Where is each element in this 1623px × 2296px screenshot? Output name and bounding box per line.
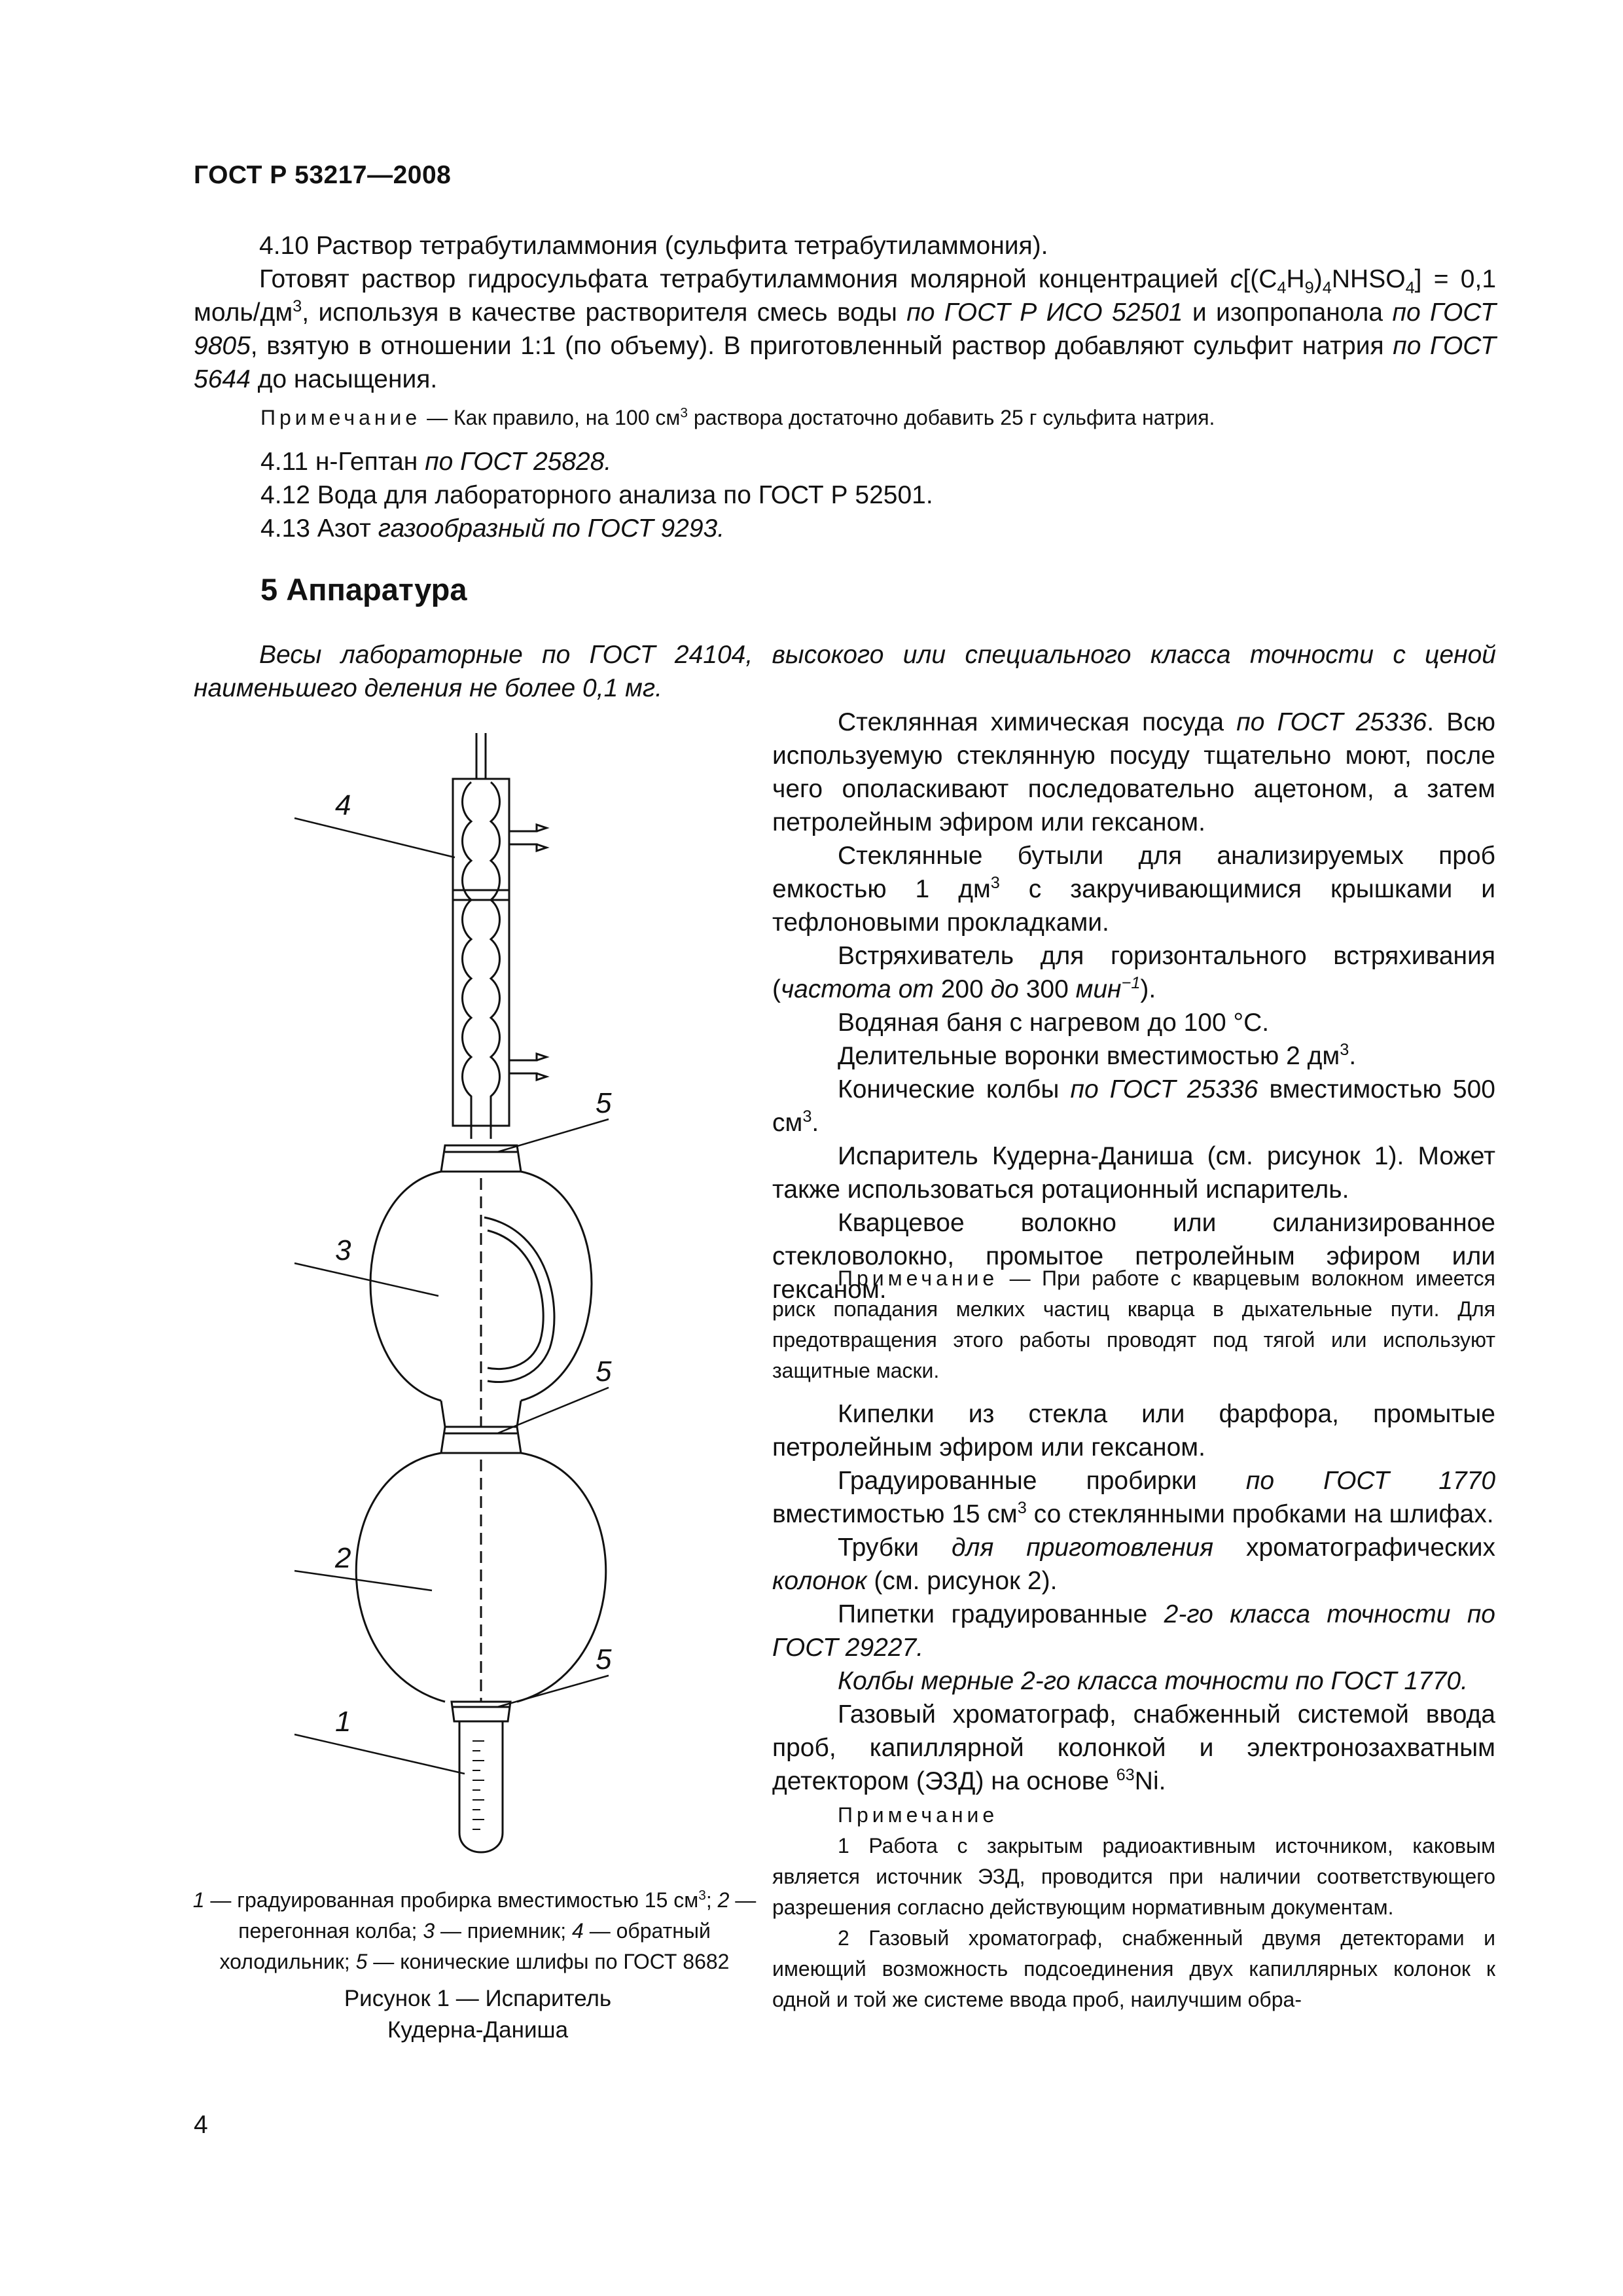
clause-4-12: 4.12 Вода для лабораторного анализа по ГОСТ Р 52501. [260, 481, 933, 509]
graduation-marks [473, 1741, 484, 1829]
label-4: 4 [335, 789, 351, 821]
item-glassware: Стеклянная химическая посуда по ГОСТ 25336. Всю используемую стеклянную посуду тщательно моют, после чего ополаскивают последовательно ацетоном, а затем петролейным эфиром или гексаном. [772, 708, 1496, 836]
ground-joint-middle [441, 1427, 521, 1453]
water-outlet-nozzle [509, 825, 546, 851]
leader-5-middle [497, 1388, 609, 1433]
condenser-bulbs-left [463, 782, 472, 1139]
label-3: 3 [335, 1234, 351, 1266]
figure-1-legend: 1 — градуированная пробирка вместимостью 15 $см^3$; 2 — перегонная колба; 3 — приемник; 4 — обратный холодильник; 5 — конические шлифы по ГОСТ 8682 [192, 1888, 757, 1973]
clause-4-10-title: 4.10 Раствор тетрабутиламмония (сульфита тетрабутиламмония). [259, 232, 1048, 260]
clause-4-13: 4.13 Азот газообразный по ГОСТ 9293. [260, 514, 725, 543]
label-5-lower: 5 [596, 1643, 612, 1676]
item-boiling-chips: Кипелки из стекла или фарфора, промытые петролейным эфиром или гексаном. [772, 1400, 1495, 1462]
right-column-top [772, 706, 1495, 1306]
label-5-middle: 5 [596, 1355, 612, 1388]
item-column-tubes: Трубки для приготовления хроматографических колонок (см. рисунок 2). [772, 1534, 1495, 1595]
note-1: Примечание — Как правило, на 100 $см^3$ раствора достаточно добавить 25 г сульфита натрия. [260, 405, 1215, 429]
note-3: Примечание 1 Работа с закрытым радиоактивным источником, каковым является источник ЭЗД, проводится при наличии соответствующего разрешения согласно действующим нормативным документам. 2 Газовый хроматограф, снабженный двумя детекторами и имеющий возможность подсоединения двух капиллярных колонок к одной и той же системе ввода проб, наилучшим обра- [772, 1803, 1495, 2011]
leader-3 [294, 1263, 438, 1296]
item-gas-chromatograph: Газовый хроматограф, снабженный системой ввода проб, капиллярной колонкой и электронозахватным детектором (ЭЗД) на основе $^{63}$Ni. [772, 1700, 1495, 1795]
item-evaporator: Испаритель Кудерна-Даниша (см. рисунок 1). Может также использоваться ротационный испаритель. [772, 1142, 1495, 1204]
leader-5-upper [497, 1119, 609, 1152]
document-header: ГОСТ Р 53217—2008 [194, 161, 452, 189]
section-4-text [194, 229, 1496, 396]
note-2: Примечание — При работе с кварцевым волокном имеется риск попадания мелких частиц кварца в дыхательные пути. Для предотвращения этого работы проводят под тягой или используют защитные маски. [772, 1266, 1495, 1382]
item-graduated-tubes: Градуированные пробирки по ГОСТ 1770 вместимостью 15 $см^3$ со стеклянными пробками на шлифах. [772, 1467, 1496, 1528]
ground-joint-lower [452, 1702, 510, 1721]
label-5-upper: 5 [596, 1087, 612, 1119]
item-volumetric-flasks: Колбы мерные 2-го класса точности по ГОСТ 1770. [838, 1667, 1468, 1695]
page-number: 4 [194, 2111, 208, 2139]
leader-1 [294, 1734, 465, 1774]
condenser-bulbs-right [491, 782, 500, 1139]
label-2: 2 [335, 1542, 351, 1574]
item-shaker: Встряхиватель для горизонтального встряхивания (частота от 200 до 300 мин$^{-1}$). [772, 942, 1495, 1003]
clause-4-11: 4.11 н-Гептан по ГОСТ 25828. [260, 448, 612, 476]
item-pipettes: Пипетки градуированные 2-го класса точности по ГОСТ 29227. [772, 1600, 1495, 1662]
item-bottles: Стеклянные бутыли для анализируемых проб емкостью 1 $дм^3$ с закручивающимися крышками и тефлоновыми прокладками. [772, 842, 1495, 937]
item-quartz-wool: Кварцевое волокно или силанизированное стекловолокно, промытое петролейным эфиром или гексаном. [772, 1209, 1495, 1304]
leader-2 [294, 1571, 432, 1590]
clauses-4-11-4-13 [260, 445, 1497, 545]
section-5-title: 5 Аппаратура [260, 572, 467, 607]
condenser-jacket [453, 779, 509, 1126]
item-funnels: Делительные воронки вместимостью 2 $дм^3$. [838, 1041, 1357, 1070]
clause-4-10-body: Готовят раствор гидросульфата тетрабутиламмония молярной концентрацией $c[(C_4H_9)_4NHSO_4] = 0,1$ моль/$дм^3$, используя в качестве растворителя смесь воды по ГОСТ Р ИСО 52501 и изопропанола по ГОСТ 9805, взятую в отношении 1:1 (по объему). В приготовленный раствор добавляют сульфит натрия по ГОСТ 5644 до насыщения. [194, 265, 1497, 393]
water-inlet-nozzle [509, 1054, 546, 1080]
section-5-intro: Весы лабораторные по ГОСТ 24104, высокого или специального класса точности с ценой наименьшего деления не более 0,1 мг. [194, 641, 1496, 702]
leader-5-lower [497, 1676, 609, 1707]
right-column-bottom [772, 1397, 1495, 1798]
leader-4 [294, 818, 455, 857]
item-water-bath: Водяная баня с нагревом до 100 °C. [838, 1009, 1270, 1037]
inner-reflux-tube [484, 1217, 554, 1382]
figure-1-title: Рисунок 1 — Испаритель Кудерна-Даниша [344, 1986, 612, 2043]
item-flasks: Конические колбы по ГОСТ 25336 вместимостью 500 $см^3$. [772, 1075, 1496, 1137]
figure-1-kuderna-danish [288, 720, 654, 1878]
label-1: 1 [335, 1706, 351, 1738]
